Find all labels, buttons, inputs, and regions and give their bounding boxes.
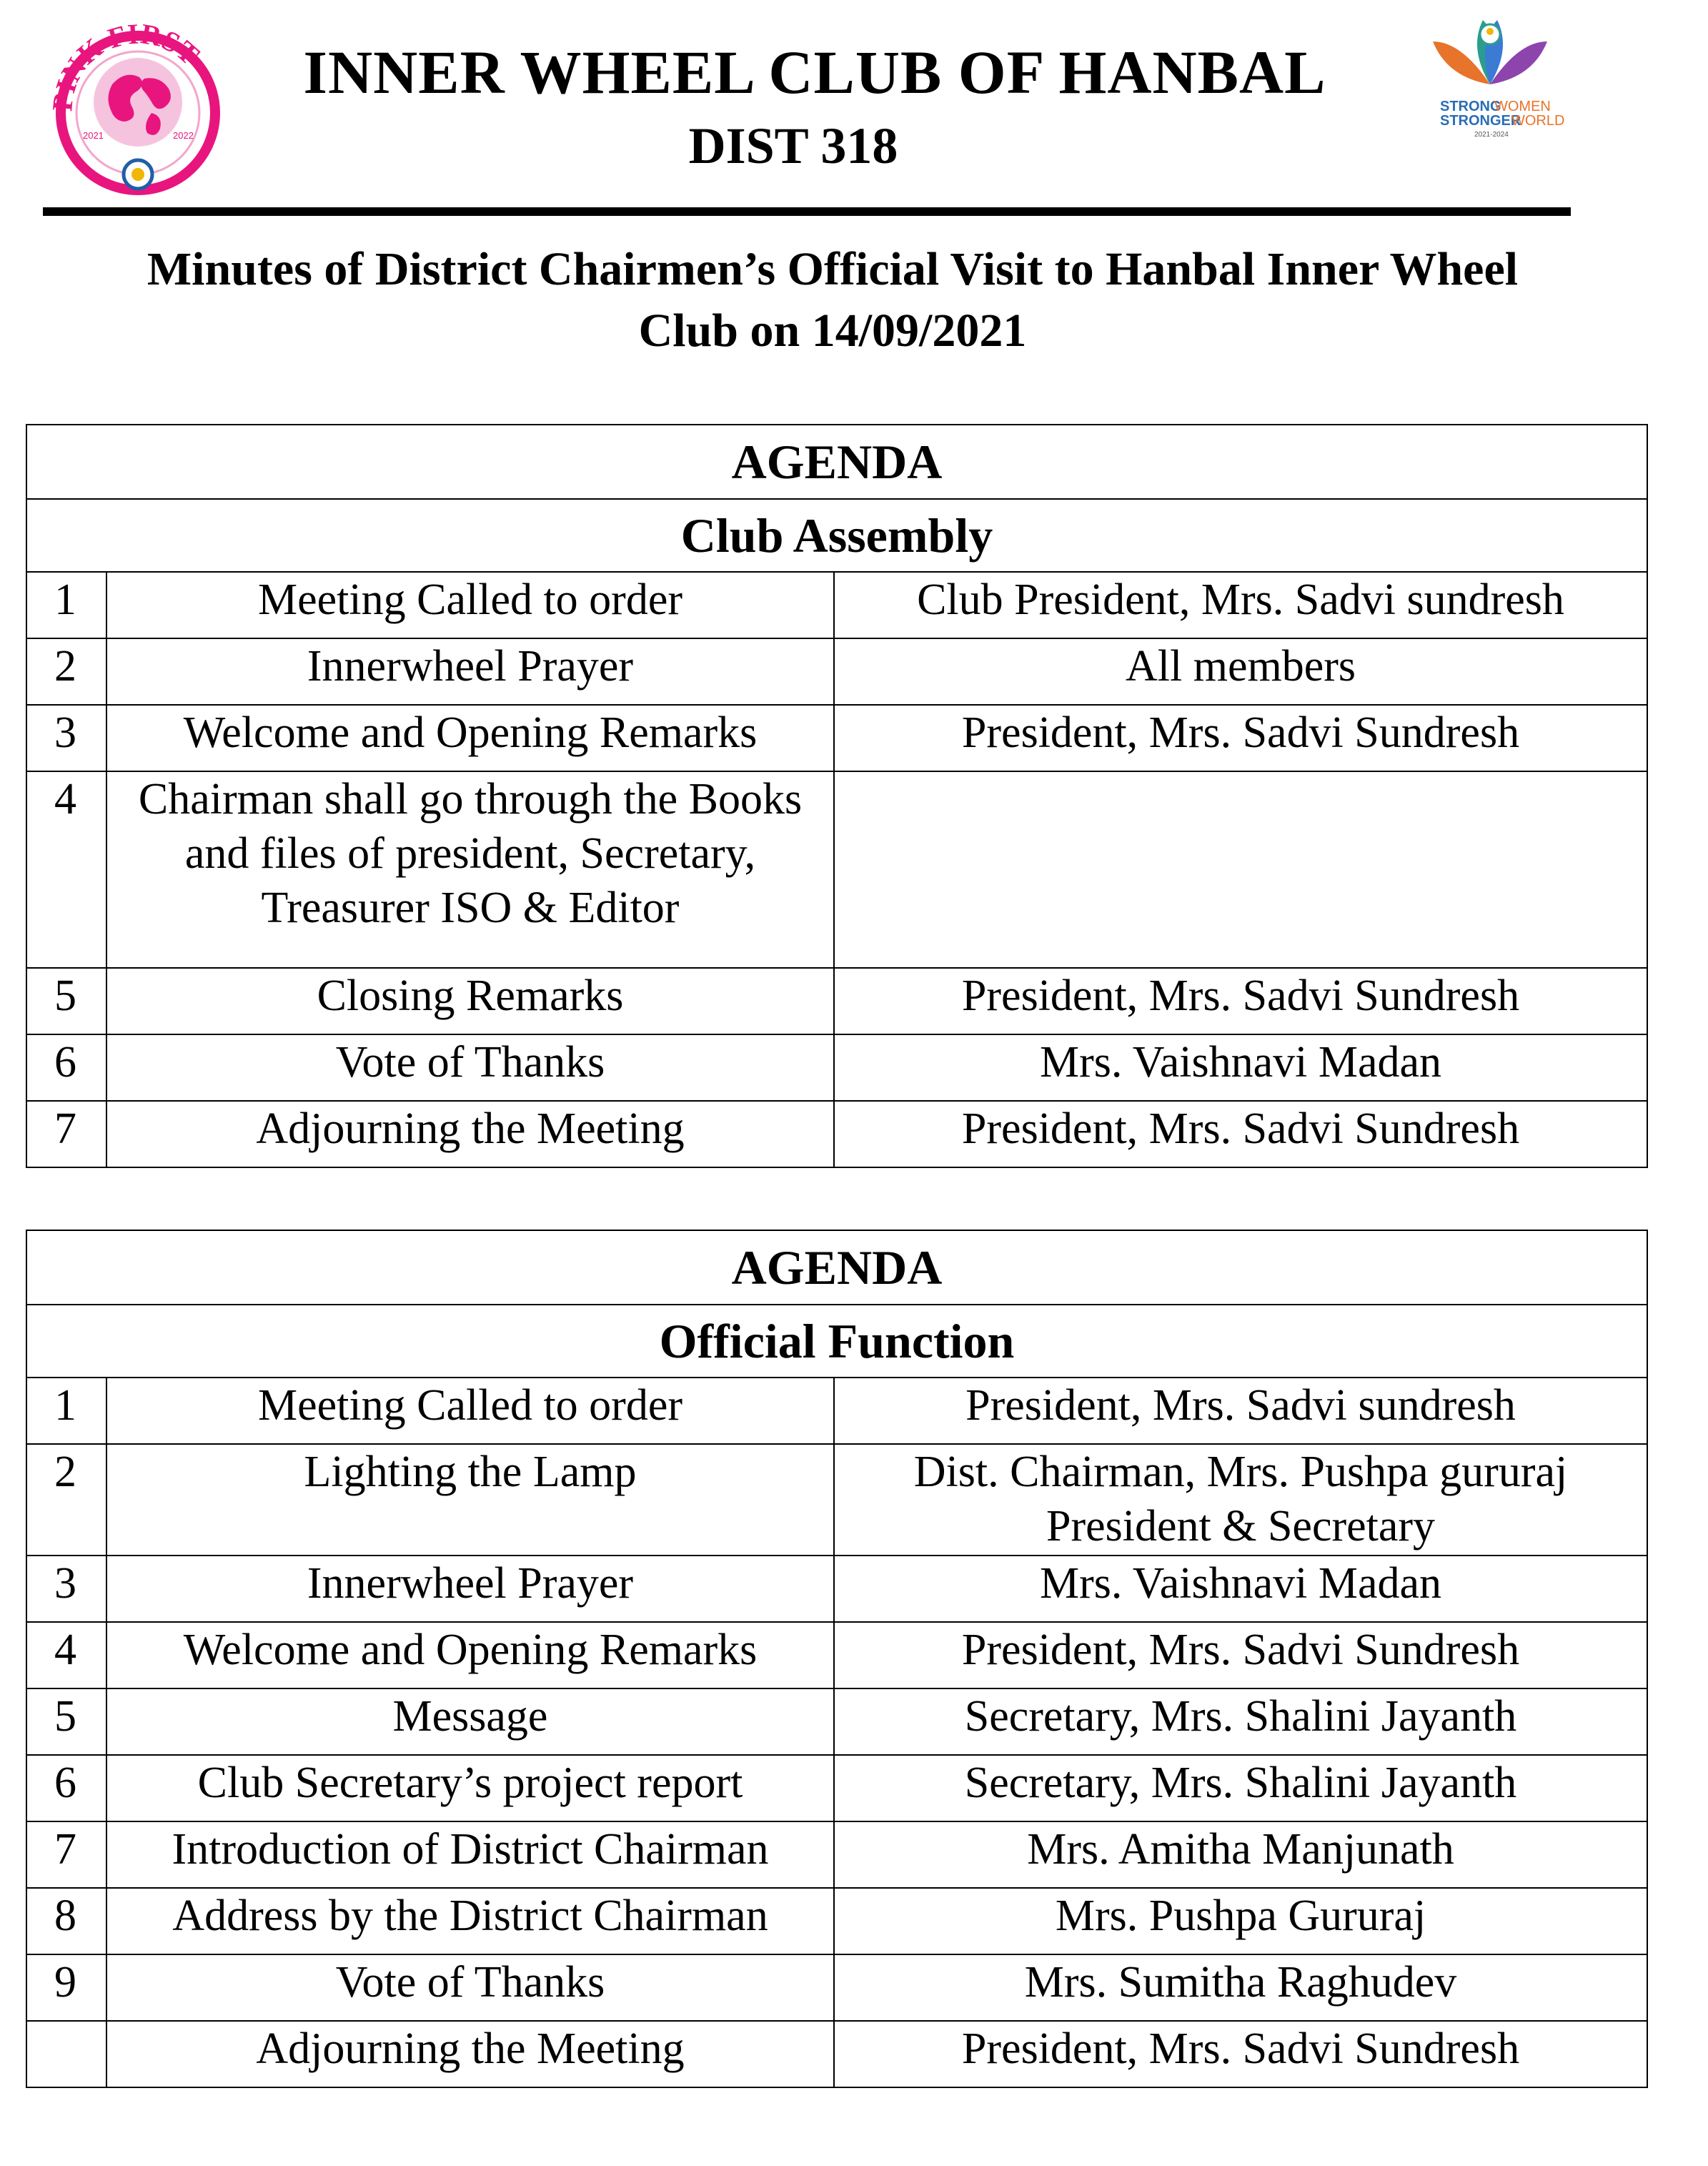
table-row	[26, 1101, 1647, 1167]
row-number: 7	[26, 1101, 106, 1167]
row-number: 6	[26, 1034, 106, 1101]
responsible-person: Mrs. Pushpa Gururaj	[834, 1888, 1647, 1954]
document-title-line2: Club on 14/09/2021	[638, 305, 1027, 357]
table-row	[26, 638, 1647, 705]
agenda-item: Innerwheel Prayer	[106, 1556, 834, 1622]
row-number: 5	[26, 1688, 106, 1755]
table-row	[26, 1821, 1647, 1888]
strong-women-logo	[1411, 6, 1569, 142]
table-row	[26, 1378, 1647, 1444]
table-row	[26, 572, 1647, 638]
row-number: 3	[26, 1556, 106, 1622]
responsible-person: Secretary, Mrs. Shalini Jayanth	[834, 1755, 1647, 1821]
agenda-item: Vote of Thanks	[106, 1034, 834, 1101]
district-label: DIST 318	[688, 117, 898, 174]
agenda-item: Address by the District Chairman	[106, 1888, 834, 1954]
agenda-item: Welcome and Opening Remarks	[106, 1622, 834, 1688]
table-row	[26, 2021, 1647, 2087]
table-row	[26, 1954, 1647, 2021]
header-divider	[43, 207, 1571, 216]
table-row	[26, 1034, 1647, 1101]
agenda-item: Adjourning the Meeting	[106, 2021, 834, 2087]
table-row	[26, 1622, 1647, 1688]
pink-first-year-left: 2021	[83, 130, 104, 141]
agenda-item: Chairman shall go through the Books and files of president, Secretary, Treasurer ISO & Editor	[106, 771, 834, 968]
agenda-item: Adjourning the Meeting	[106, 1101, 834, 1167]
row-number	[26, 2021, 106, 2087]
agenda-heading: AGENDA	[26, 1230, 1647, 1305]
agenda-item: Meeting Called to order	[106, 1378, 834, 1444]
agenda-item: Welcome and Opening Remarks	[106, 705, 834, 771]
agenda-item: Vote of Thanks	[106, 1954, 834, 2021]
pink-first-logo-text: PINK FIRST	[46, 17, 206, 113]
table-row	[26, 1755, 1647, 1821]
responsible-person	[834, 771, 1647, 968]
pink-first-year-right: 2022	[173, 130, 194, 141]
agenda-item: Innerwheel Prayer	[106, 638, 834, 705]
responsible-person: President, Mrs. Sadvi Sundresh	[834, 2021, 1647, 2087]
agenda-item: Lighting the Lamp	[106, 1444, 834, 1556]
agenda-subheading: Official Function	[26, 1305, 1647, 1378]
row-number: 1	[26, 1378, 106, 1444]
row-number: 2	[26, 1444, 106, 1556]
table-row	[26, 1688, 1647, 1755]
agenda-table-club-assembly	[26, 424, 1648, 1168]
agenda-heading: AGENDA	[26, 425, 1647, 499]
responsible-person: Mrs. Sumitha Raghudev	[834, 1954, 1647, 2021]
table-row	[26, 1444, 1647, 1556]
logo-world: WORLD	[1511, 113, 1565, 129]
responsible-person: Mrs. Amitha Manjunath	[834, 1821, 1647, 1888]
table-row	[26, 1888, 1647, 1954]
logo-years: 2021-2024	[1474, 131, 1509, 139]
club-name: INNER WHEEL CLUB OF HANBAL	[303, 38, 1326, 107]
table-row	[26, 1556, 1647, 1622]
agenda-item: Club Secretary’s project report	[106, 1755, 834, 1821]
table-row	[26, 771, 1647, 968]
responsible-person: All members	[834, 638, 1647, 705]
logo-stronger: STRONGER	[1440, 113, 1521, 129]
row-number: 4	[26, 1622, 106, 1688]
responsible-person: President, Mrs. Sadvi Sundresh	[834, 1622, 1647, 1688]
responsible-person: Secretary, Mrs. Shalini Jayanth	[834, 1688, 1647, 1755]
responsible-person: President, Mrs. Sadvi Sundresh	[834, 705, 1647, 771]
responsible-person: Dist. Chairman, Mrs. Pushpa gururaj President & Secretary	[834, 1444, 1647, 1556]
row-number: 6	[26, 1755, 106, 1821]
agenda-item: Meeting Called to order	[106, 572, 834, 638]
logo-women: WOMEN	[1494, 99, 1551, 114]
logo-strong: STRONG	[1440, 99, 1501, 114]
row-number: 1	[26, 572, 106, 638]
pink-first-logo	[44, 13, 232, 200]
agenda-item: Message	[106, 1688, 834, 1755]
table-row	[26, 968, 1647, 1034]
agenda-subheading: Club Assembly	[26, 499, 1647, 572]
responsible-person: Club President, Mrs. Sadvi sundresh	[834, 572, 1647, 638]
row-number: 9	[26, 1954, 106, 2021]
responsible-person: Mrs. Vaishnavi Madan	[834, 1556, 1647, 1622]
table-row	[26, 705, 1647, 771]
responsible-person: President, Mrs. Sadvi Sundresh	[834, 1101, 1647, 1167]
agenda-table-official-function	[26, 1230, 1648, 2088]
document-title-line1: Minutes of District Chairmen’s Official Visit to Hanbal Inner Wheel	[147, 243, 1519, 295]
row-number: 4	[26, 771, 106, 968]
row-number: 5	[26, 968, 106, 1034]
responsible-person: President, Mrs. Sadvi Sundresh	[834, 968, 1647, 1034]
agenda-item: Closing Remarks	[106, 968, 834, 1034]
row-number: 7	[26, 1821, 106, 1888]
row-number: 8	[26, 1888, 106, 1954]
row-number: 2	[26, 638, 106, 705]
row-number: 3	[26, 705, 106, 771]
responsible-person: President, Mrs. Sadvi sundresh	[834, 1378, 1647, 1444]
document-title	[29, 239, 1637, 362]
agenda-item: Introduction of District Chairman	[106, 1821, 834, 1888]
responsible-person: Mrs. Vaishnavi Madan	[834, 1034, 1647, 1101]
